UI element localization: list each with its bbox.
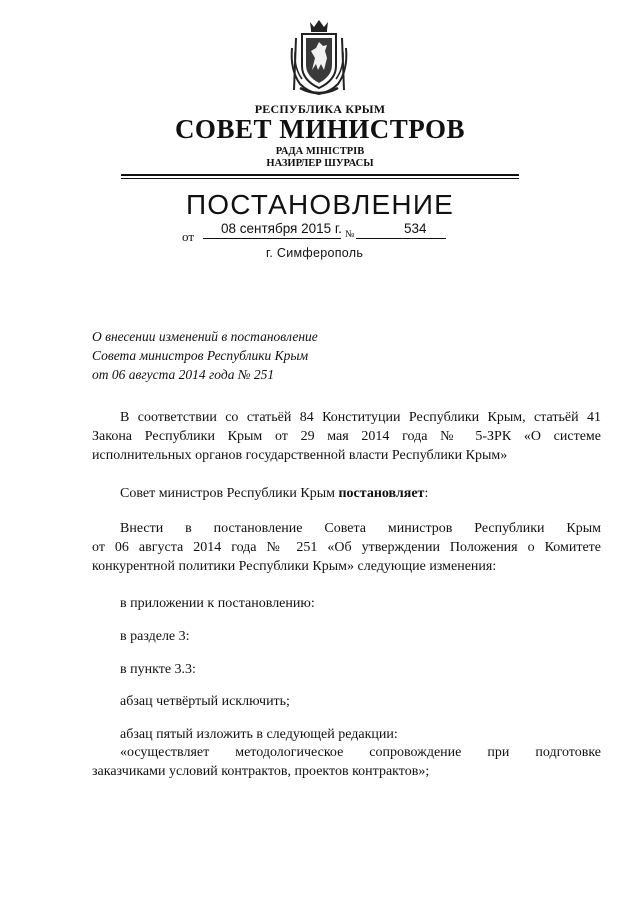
paragraph-exclusion: абзац четвёртый исключить; (120, 694, 290, 709)
paragraph-line: исполнительных органов государственной власти Республики Крым» (92, 448, 508, 463)
paragraph-line: Закона Республики Крым от 29 мая 2014 года № 5-ЗРК «О системе (92, 429, 601, 444)
number-label: № (345, 229, 355, 240)
paragraph-section: в разделе 3: (120, 629, 190, 644)
paragraph-preamble (92, 408, 601, 465)
paragraph-line: заказчиками условий контрактов, проектов контрактов»; (92, 764, 430, 779)
date-underline (203, 238, 341, 239)
number-underline (356, 238, 446, 239)
title-line: Совета министров Республики Крым (92, 348, 309, 363)
document-date: 08 сентября 2015 г. (221, 221, 342, 236)
document-type-heading: ПОСТАНОВЛЕНИЕ (185, 189, 455, 220)
council-name-crimean-tatar: НАЗИРЛЕР ШУРАСЫ (266, 158, 374, 169)
title-line: О внесении изменений в постановление (92, 329, 318, 344)
document-number: 534 (404, 221, 427, 236)
title-line: от 06 августа 2014 года № 251 (92, 367, 275, 382)
paragraph-quote (92, 743, 601, 781)
paragraph-amendment (92, 519, 601, 576)
republic-name: РЕСПУБЛИКА КРЫМ (254, 102, 386, 116)
paragraph-clause: в пункте 3.3: (120, 662, 196, 677)
decision-text: Совет министров Республики Крым (120, 486, 339, 501)
paragraph-line: от 06 августа 2014 года № 251 «Об утверждении Положения о Комитете (92, 540, 601, 555)
paragraph-appendix: в приложении к постановлению: (120, 596, 315, 611)
paragraph-line: В соответствии со статьёй 84 Конституции Республики Крым, статьёй 41 (120, 410, 601, 425)
paragraph-line: конкурентной политики Республики Крым» следующие изменения: (92, 559, 497, 574)
council-name-ukrainian: РАДА МІНІСТРІВ (275, 146, 365, 157)
document-city: г. Симферополь (266, 246, 364, 260)
paragraph-line: Внести в постановление Совета министров Республики Крым (120, 521, 601, 536)
paragraph-new-wording: абзац пятый изложить в следующей редакции: (120, 727, 398, 742)
paragraph-line: «осуществляет методологическое сопровождение при подготовке (120, 745, 601, 760)
date-prefix: от (182, 229, 195, 244)
decision-verb: постановляет (338, 486, 425, 501)
resolution-title (92, 327, 412, 384)
paragraph-decision (120, 484, 428, 503)
header-rule-thick (121, 174, 519, 176)
header-rule-thin (121, 178, 519, 179)
decision-colon: : (424, 486, 429, 501)
coat-of-arms-emblem (288, 18, 350, 96)
council-name: СОВЕТ МИНИСТРОВ (174, 114, 466, 144)
crown-icon (310, 20, 328, 32)
